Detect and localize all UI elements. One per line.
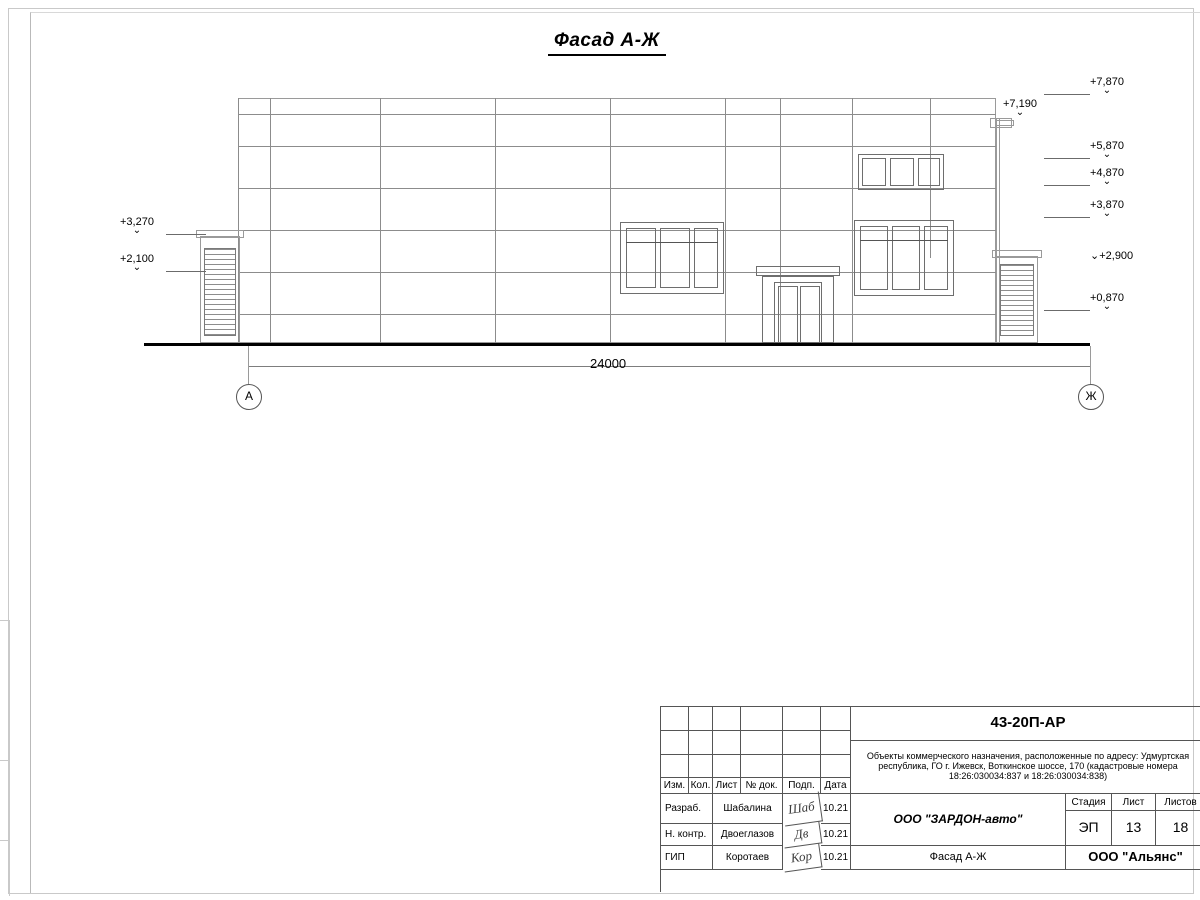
revision-cell xyxy=(661,707,689,731)
revision-cell xyxy=(689,731,713,755)
level-value: +0,870 xyxy=(1090,292,1124,304)
stamp-project-code: 43-20П-АР xyxy=(851,707,1200,741)
level-value: +7,870 xyxy=(1090,76,1124,88)
stamp-date-razrab: 10.21 xyxy=(821,794,851,824)
title-block xyxy=(660,706,1200,892)
revision-cell xyxy=(689,755,713,778)
left-margin-divider-1 xyxy=(0,760,9,761)
stamp-col-podp: Подп. xyxy=(783,778,821,794)
entrance-canopy xyxy=(756,266,840,276)
level-value: +3,870 xyxy=(1090,199,1124,211)
revision-cell xyxy=(741,755,783,778)
axis-marker-right: Ж xyxy=(1078,384,1104,410)
revision-cell xyxy=(821,755,851,778)
revision-cell xyxy=(821,707,851,731)
level-leader xyxy=(1044,94,1090,95)
right-annex-cap xyxy=(992,250,1042,258)
level-leader xyxy=(166,271,206,272)
level-mark-4870 xyxy=(1090,167,1124,186)
revision-cell xyxy=(713,731,741,755)
stamp-name-nkontr: Двоеглазов xyxy=(713,824,783,846)
revision-cell xyxy=(783,731,821,755)
stamp-col-data: Дата xyxy=(821,778,851,794)
stamp-col-doc: № док. xyxy=(741,778,783,794)
window-pane xyxy=(694,228,718,288)
level-tick: ⌄ xyxy=(132,225,142,236)
revision-cell xyxy=(783,755,821,778)
level-mark-5870 xyxy=(1090,140,1124,159)
revision-cell xyxy=(661,755,689,778)
level-tick: ⌄ xyxy=(132,262,142,273)
level-leader xyxy=(166,234,206,235)
level-leader xyxy=(1044,217,1090,218)
axis-marker-left: А xyxy=(236,384,262,410)
dimension-line xyxy=(248,366,1090,367)
stamp-sheets-value: 18 xyxy=(1156,811,1200,846)
level-value: +3,270 xyxy=(120,216,154,228)
left-louver-grille xyxy=(204,248,236,336)
stamp-sheet-value: 13 xyxy=(1112,811,1156,846)
stamp-customer: ООО "ЗАРДОН-авто" xyxy=(851,794,1066,846)
level-mark-3870 xyxy=(1090,199,1124,218)
window-pane xyxy=(924,226,948,290)
stamp-signature-gip: Кор xyxy=(782,843,823,872)
level-mark-2900 xyxy=(1090,249,1133,262)
stamp-col-kol: Кол. xyxy=(689,778,713,794)
level-mark-0870 xyxy=(1090,292,1124,311)
stamp-signature-nkontr: Дв xyxy=(782,821,823,848)
level-leader xyxy=(1044,185,1090,186)
stamp-sheets-header: Листов xyxy=(1156,794,1200,811)
ground-line xyxy=(144,343,1090,346)
level-value: +7,190 xyxy=(1003,98,1037,110)
level-mark-2100 xyxy=(120,253,154,272)
level-value: +2,100 xyxy=(120,253,154,265)
stamp-date-gip: 10.21 xyxy=(821,846,851,870)
roof-element xyxy=(996,120,1014,126)
axis-stem-left xyxy=(248,346,249,384)
level-tick: ⌄ xyxy=(1102,176,1112,187)
stamp-role-nkontr: Н. контр. xyxy=(661,824,713,846)
level-mark-7190 xyxy=(1003,98,1037,117)
window-pane xyxy=(892,226,920,290)
window-pane xyxy=(660,228,690,288)
level-mark-7870 xyxy=(1090,76,1124,95)
revision-cell xyxy=(741,731,783,755)
window-pane xyxy=(860,226,888,290)
revision-cell xyxy=(741,707,783,731)
stamp-role-gip: ГИП xyxy=(661,846,713,870)
right-louver-grille xyxy=(1000,264,1034,336)
page-title: Фасад А-Ж xyxy=(548,30,666,56)
window-pane xyxy=(626,228,656,288)
stamp-object-description: Объекты коммерческого назначения, расположенные по адресу: Удмуртская республика, ГО г. Ижевск, Воткинское шоссе, 170 (кадастровые номера 18:26:030034:837 и 18:26:030034:838) xyxy=(851,741,1200,794)
level-leader xyxy=(1044,158,1090,159)
entrance-door-leaf-right xyxy=(800,286,820,343)
level-mark-3270 xyxy=(120,216,154,235)
level-value: +5,870 xyxy=(1090,140,1124,152)
stamp-col-list: Лист xyxy=(713,778,741,794)
stamp-role-razrab: Разраб. xyxy=(661,794,713,824)
level-value: +2,900 xyxy=(1099,250,1134,262)
stamp-stage-header: Стадия xyxy=(1066,794,1112,811)
level-leader xyxy=(1044,310,1090,311)
entrance-door-leaf-left xyxy=(778,286,798,343)
window-pane xyxy=(918,158,940,186)
revision-cell xyxy=(661,731,689,755)
level-tick: ⌄ xyxy=(1102,208,1112,219)
window-pane xyxy=(890,158,914,186)
stamp-sheet-header: Лист xyxy=(1112,794,1156,811)
level-tick: ⌄ xyxy=(1102,301,1112,312)
left-margin-block xyxy=(0,620,10,896)
stamp-name-gip: Коротаев xyxy=(713,846,783,870)
left-margin-divider-2 xyxy=(0,840,9,841)
revision-cell xyxy=(821,731,851,755)
level-tick: ⌄ xyxy=(1015,107,1025,118)
stamp-col-izm: Изм. xyxy=(661,778,689,794)
level-tick: ⌄ xyxy=(1102,149,1112,160)
stamp-date-nkontr: 10.21 xyxy=(821,824,851,846)
level-tick-inline: ⌄ xyxy=(1090,250,1100,262)
revision-cell xyxy=(713,707,741,731)
stamp-sheet-name: Фасад А-Ж xyxy=(851,846,1066,870)
facade-elevation-drawing xyxy=(140,70,1100,403)
dimension-value: 24000 xyxy=(590,356,627,371)
level-tick: ⌄ xyxy=(1102,85,1112,96)
stamp-name-razrab: Шабалина xyxy=(713,794,783,824)
stamp-stage-value: ЭП xyxy=(1066,811,1112,846)
stamp-organization: ООО "Альянс" xyxy=(1066,846,1200,870)
axis-stem-right xyxy=(1090,346,1091,384)
window-pane xyxy=(862,158,886,186)
revision-cell xyxy=(713,755,741,778)
revision-cell xyxy=(689,707,713,731)
revision-cell xyxy=(783,707,821,731)
level-value: +4,870 xyxy=(1090,167,1124,179)
stamp-signature-razrab: Шаб xyxy=(781,792,823,827)
